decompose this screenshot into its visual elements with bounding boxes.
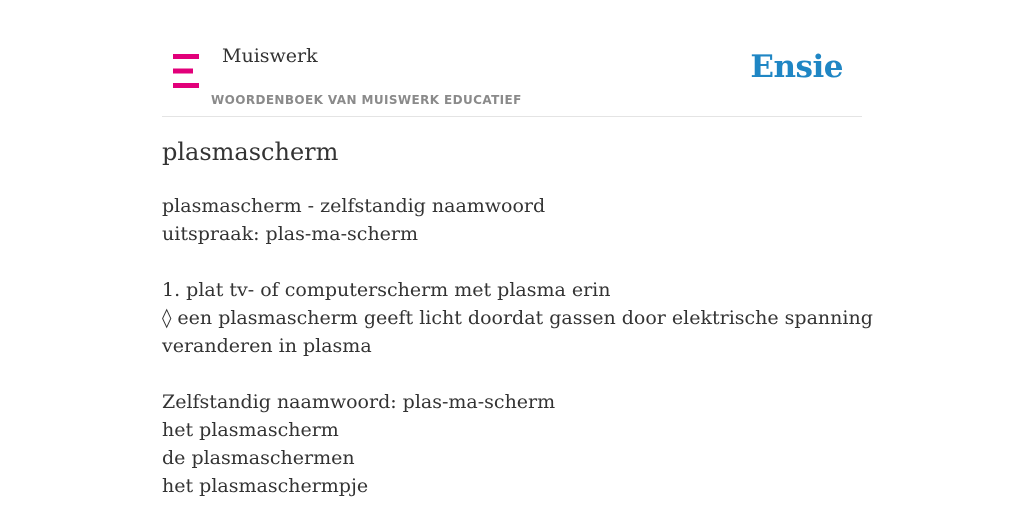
pronunciation: uitspraak: plas-ma-scherm bbox=[162, 223, 419, 245]
muiswerk-e-logo-icon[interactable] bbox=[173, 54, 199, 88]
spacer bbox=[162, 360, 842, 388]
source-subtitle: WOORDENBOEK VAN MUISWERK EDUCATIEF bbox=[211, 93, 522, 107]
entry-title: plasmascherm bbox=[162, 138, 339, 166]
spacer bbox=[162, 248, 842, 276]
source-name[interactable]: Muiswerk bbox=[222, 45, 318, 67]
definition-line: plasmascherm - zelfstandig naamwoord bbox=[162, 195, 546, 217]
form-diminutive: het plasmaschermpje bbox=[162, 475, 369, 497]
grammar-header: Zelfstandig naamwoord: plas-ma-scherm bbox=[162, 391, 556, 413]
source-header bbox=[162, 0, 862, 117]
example-line-continued: veranderen in plasma bbox=[162, 335, 372, 357]
form-plural: de plasmaschermen bbox=[162, 447, 355, 469]
ensie-logo[interactable]: Ensie bbox=[750, 49, 843, 85]
entry-body bbox=[162, 192, 873, 500]
meaning-1: 1. plat tv- of computerscherm met plasma erin bbox=[162, 279, 611, 301]
form-singular: het plasmascherm bbox=[162, 419, 339, 441]
example-line: ◊ een plasmascherm geeft licht doordat gassen door elektrische spanning bbox=[162, 307, 873, 329]
